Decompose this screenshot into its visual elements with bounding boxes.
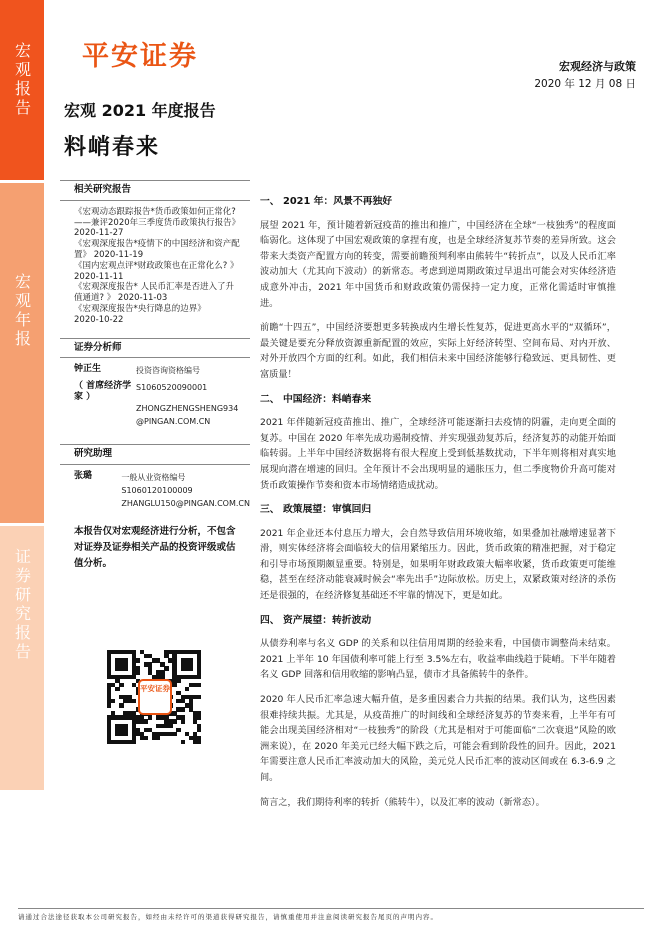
qr-module bbox=[107, 650, 111, 654]
qr-module bbox=[189, 736, 193, 740]
analyst-card bbox=[60, 364, 250, 377]
footer-notice: 请通过合法途径获取本公司研究报告，如经由未经许可的渠道获得研究报告，请慎重使用并注意阅读研究报告尾页的声明内容。 bbox=[18, 913, 438, 921]
qr-module bbox=[176, 650, 180, 654]
section-2-title: 二、 中国经济：料峭春来 bbox=[260, 393, 372, 405]
qr-module bbox=[132, 683, 136, 687]
qr-module bbox=[181, 719, 185, 723]
qr-module bbox=[127, 740, 131, 744]
qr-module bbox=[132, 658, 136, 662]
qr-module bbox=[123, 675, 127, 679]
qr-module bbox=[181, 715, 185, 719]
qr-module bbox=[127, 711, 131, 715]
disclaimer: 本报告仅对宏观经济进行分析，不包含对证券及证券相关产品的投资评级或估值分析。 bbox=[74, 526, 236, 570]
qr-module bbox=[176, 728, 180, 732]
related-line[interactable]: 《宏观深度报告* 人民币汇率是否进入了升 bbox=[74, 282, 234, 293]
qr-module bbox=[107, 699, 111, 703]
qr-module bbox=[172, 666, 176, 670]
qr-module bbox=[115, 679, 119, 683]
analyst-info bbox=[136, 364, 250, 377]
qr-module bbox=[119, 666, 123, 670]
qr-module bbox=[160, 724, 164, 728]
qr-module bbox=[189, 695, 193, 699]
banner-bottom-text: 证券研究报告 bbox=[12, 548, 32, 662]
qr-module bbox=[132, 724, 136, 728]
qr-module bbox=[119, 715, 123, 719]
qr-module bbox=[132, 699, 136, 703]
qr-module bbox=[123, 699, 127, 703]
qr-module bbox=[132, 715, 136, 719]
qr-module bbox=[119, 732, 123, 736]
report-title: 料峭春来 bbox=[64, 135, 161, 160]
qr-module bbox=[107, 719, 111, 723]
qr-module bbox=[193, 650, 197, 654]
qr-module bbox=[123, 711, 127, 715]
column-label: 宏观经济与政策 bbox=[559, 60, 636, 73]
qr-module bbox=[123, 650, 127, 654]
qr-module bbox=[123, 740, 127, 744]
qr-module bbox=[136, 658, 140, 662]
qr-module bbox=[107, 670, 111, 674]
qr-module bbox=[123, 715, 127, 719]
qr-module bbox=[156, 670, 160, 674]
qr-module bbox=[185, 703, 189, 707]
qr-module bbox=[189, 675, 193, 679]
qr-module bbox=[115, 732, 119, 736]
qr-module bbox=[172, 711, 176, 715]
related-line: 2020-11-27 bbox=[74, 228, 124, 239]
qr-module bbox=[164, 732, 168, 736]
qr-module bbox=[168, 658, 172, 662]
assistant-email[interactable]: ZHANGLU150@PINGAN.COM.CN bbox=[121, 499, 250, 509]
report-date: 2020 年 12 月 08 日 bbox=[534, 78, 636, 90]
main-content bbox=[260, 194, 616, 819]
qr-module bbox=[127, 695, 131, 699]
assistant-license-number: S1060120100009 bbox=[121, 486, 193, 496]
qr-module bbox=[107, 695, 111, 699]
qr-module bbox=[156, 732, 160, 736]
analyst-email-domain[interactable]: @PINGAN.COM.CN bbox=[136, 417, 211, 427]
qr-module bbox=[185, 687, 189, 691]
qr-module bbox=[107, 724, 111, 728]
qr-module bbox=[172, 654, 176, 658]
qr-module bbox=[136, 715, 140, 719]
qr-module bbox=[144, 662, 148, 666]
qr-module bbox=[164, 715, 168, 719]
qr-module bbox=[172, 670, 176, 674]
qr-module bbox=[181, 699, 185, 703]
qr-module bbox=[176, 715, 180, 719]
qr-module bbox=[164, 724, 168, 728]
qr-module bbox=[172, 650, 176, 654]
qr-module bbox=[176, 691, 180, 695]
qr-module bbox=[136, 666, 140, 670]
qr-module bbox=[107, 687, 111, 691]
qr-module bbox=[160, 732, 164, 736]
qr-module bbox=[107, 683, 111, 687]
section-3-para-1: 2021 年企业还本付息压力增大，会自然导致信用环境收缩，如果叠加社融增速显著下滑，则实体经济将会面临较大的信用紧缩压力。因此，货币政策的精准把握，对于稳定和引导市场预期颇显重要。特别是，如果明年财政政策大幅率收紧，货币政策更可能维稳，甚至在经济动能衰减时候会“率先出手”边际放松。历史上，双紧政策对经济的杀伤还是很强的，在经济修复基础还不牢靠的情况下，更是如此。 bbox=[260, 527, 616, 602]
qr-module bbox=[164, 650, 168, 654]
qr-module bbox=[197, 662, 201, 666]
qr-module bbox=[193, 683, 197, 687]
qr-module bbox=[119, 675, 123, 679]
qr-module bbox=[132, 650, 136, 654]
qr-module bbox=[197, 650, 201, 654]
qr-module bbox=[160, 715, 164, 719]
assistant-info bbox=[121, 471, 250, 510]
qr-module bbox=[197, 675, 201, 679]
qr-module bbox=[168, 732, 172, 736]
qr-module bbox=[119, 658, 123, 662]
related-line[interactable]: ——兼评2020年三季度货币政策执行报告》 bbox=[74, 217, 241, 228]
related-line: 2020-10-22 bbox=[74, 314, 124, 325]
qr-module bbox=[181, 658, 185, 662]
qr-module bbox=[132, 675, 136, 679]
qr-module bbox=[176, 699, 180, 703]
section-1-title: 一、 2021 年：风景不再独好 bbox=[260, 196, 393, 207]
qr-module bbox=[185, 666, 189, 670]
qr-module bbox=[197, 711, 201, 715]
qr-module bbox=[197, 658, 201, 662]
qr-module bbox=[164, 719, 168, 723]
qr-module bbox=[176, 707, 180, 711]
qr-module bbox=[136, 728, 140, 732]
qr-module bbox=[132, 728, 136, 732]
analyst-license-label: 投资咨询资格编号 bbox=[136, 366, 200, 376]
qr-module bbox=[148, 662, 152, 666]
qr-module bbox=[176, 679, 180, 683]
qr-code[interactable] bbox=[107, 650, 201, 744]
qr-module bbox=[136, 670, 140, 674]
qr-module bbox=[119, 724, 123, 728]
qr-module bbox=[140, 715, 144, 719]
qr-module bbox=[197, 728, 201, 732]
qr-module bbox=[115, 740, 119, 744]
qr-module bbox=[140, 719, 144, 723]
related-line[interactable]: 《宏观深度报告*央行降息的边界》 bbox=[74, 303, 206, 314]
section-2-para-1: 2021 年伴随新冠疫苗推出、推广，全球经济可能逐渐扫去疫情的阴霾，走向更全面的复苏。中国在 2020 年率先成功遏制疫情、并实现强劲复苏后，经济复苏的动能开始面临转弱。上半年中国经济数据将有很大程度上受到低基数扰动，下半年则将相对真实地展现向潜在增速的回归。全年预计不会出现明显的通胀压力，但二季度物价升高可能对货币政策操作节奏和资本市场情绪造成扰动。 bbox=[260, 417, 616, 491]
qr-module bbox=[156, 658, 160, 662]
qr-module bbox=[193, 736, 197, 740]
qr-module bbox=[197, 666, 201, 670]
qr-module bbox=[144, 736, 148, 740]
analyst-card-row2 bbox=[60, 381, 250, 428]
section-4-para-3: 简言之，我们期待利率的转折（熊转牛），以及汇率的波动（新常态）。 bbox=[260, 796, 545, 808]
qr-module bbox=[111, 715, 115, 719]
qr-module bbox=[132, 719, 136, 723]
qr-module bbox=[127, 699, 131, 703]
qr-module bbox=[132, 732, 136, 736]
qr-module bbox=[189, 699, 193, 703]
qr-module bbox=[185, 650, 189, 654]
qr-module bbox=[107, 732, 111, 736]
banner-top-text: 宏观报告 bbox=[12, 42, 32, 118]
qr-module bbox=[115, 666, 119, 670]
qr-module bbox=[127, 715, 131, 719]
qr-module bbox=[168, 719, 172, 723]
qr-module bbox=[132, 666, 136, 670]
related-line[interactable]: 《国内宏观点评*财政政策也在正常化么? 》 bbox=[74, 260, 239, 271]
qr-module bbox=[119, 728, 123, 732]
qr-module bbox=[111, 675, 115, 679]
qr-module bbox=[172, 675, 176, 679]
qr-module bbox=[115, 650, 119, 654]
qr-module bbox=[132, 740, 136, 744]
qr-module bbox=[152, 732, 156, 736]
assistant-license-label: 一般从业资格编号 bbox=[121, 473, 186, 483]
qr-module bbox=[144, 719, 148, 723]
section-4-title: 四、 资产展望：转折波动 bbox=[260, 614, 372, 626]
qr-module bbox=[115, 662, 119, 666]
qr-module bbox=[181, 740, 185, 744]
qr-module bbox=[148, 728, 152, 732]
qr-module bbox=[164, 666, 168, 670]
banner-macro-report bbox=[0, 0, 44, 180]
qr-module bbox=[189, 707, 193, 711]
section-4-para-2: 2020 年人民币汇率急速大幅升值，是多重因素合力共振的结果。我们认为，这些因素很难持续共振。尤其是，从疫苗推广的时间线和全球经济复苏的节奏来看，上半年有可能会出现美国经济相对“一枝独秀”的阶段（尤其是相对于可能面临“二次衰退”风险的欧洲来说），在 2020 年美元已经大幅下跌之后，可能会看到阶段性的回升。因此，2021 年需要注意人民币汇率波动加大的风险，美元兑人民币汇率的波动区间或在 6.3-6.9 之间。 bbox=[260, 694, 616, 783]
qr-module bbox=[181, 695, 185, 699]
logo-text: 平安证券 bbox=[82, 41, 198, 72]
qr-module bbox=[156, 736, 160, 740]
qr-module bbox=[197, 654, 201, 658]
qr-module bbox=[123, 732, 127, 736]
qr-module bbox=[172, 679, 176, 683]
qr-module bbox=[136, 719, 140, 723]
qr-module bbox=[172, 719, 176, 723]
qr-center-logo bbox=[138, 679, 172, 715]
qr-module bbox=[152, 658, 156, 662]
qr-logo-text: 平安证券 bbox=[140, 684, 170, 693]
qr-module bbox=[119, 662, 123, 666]
qr-module bbox=[107, 740, 111, 744]
qr-module bbox=[127, 650, 131, 654]
qr-module bbox=[107, 666, 111, 670]
assistant-name: 张璐 bbox=[74, 471, 93, 482]
qr-module bbox=[119, 703, 123, 707]
qr-module bbox=[181, 650, 185, 654]
qr-module bbox=[111, 650, 115, 654]
qr-module bbox=[189, 666, 193, 670]
qr-module bbox=[193, 719, 197, 723]
qr-module bbox=[193, 675, 197, 679]
qr-module bbox=[148, 654, 152, 658]
qr-module bbox=[197, 695, 201, 699]
qr-module bbox=[193, 695, 197, 699]
qr-module bbox=[181, 675, 185, 679]
qr-module bbox=[189, 650, 193, 654]
related-line[interactable]: 值通道? 》 2020-11-03 bbox=[74, 293, 168, 304]
qr-module bbox=[123, 658, 127, 662]
qr-module bbox=[115, 658, 119, 662]
qr-module bbox=[189, 683, 193, 687]
qr-module bbox=[193, 715, 197, 719]
qr-module bbox=[185, 675, 189, 679]
qr-module bbox=[197, 715, 201, 719]
qr-module bbox=[140, 732, 144, 736]
qr-module bbox=[156, 724, 160, 728]
qr-module bbox=[172, 683, 176, 687]
analyst-license-number: S1060520090001 bbox=[136, 383, 208, 393]
banner-middle-text: 宏观年报 bbox=[12, 273, 32, 349]
banner-securities-research bbox=[0, 526, 44, 790]
section-1-para-1: 展望 2021 年，预计随着新冠疫苗的推出和推广，中国经济在全球“一枝独秀”的程度面临弱化。这体现了中国宏观政策的拿捏有度，也是全球经济复苏节奏的差异所致。这会带来大类资产配置方向的转变，需要前瞻预判利率由熊转牛“转折点”，以及人民币汇率波动加大（尤其向下波动）的新常态。考虑到逆周期政策过早退出可能会对实体经济造成意外冲击，2021 年中国货币和财政政策仍需保持一定力度，正常化需适时审慎推进。 bbox=[260, 219, 616, 309]
qr-module bbox=[119, 650, 123, 654]
qr-module bbox=[144, 728, 148, 732]
qr-module bbox=[148, 666, 152, 670]
qr-module bbox=[185, 658, 189, 662]
qr-module bbox=[107, 654, 111, 658]
qr-module bbox=[107, 715, 111, 719]
qr-module bbox=[123, 724, 127, 728]
qr-module bbox=[119, 683, 123, 687]
qr-module bbox=[132, 670, 136, 674]
qr-module bbox=[164, 654, 168, 658]
qr-module bbox=[152, 736, 156, 740]
qr-module bbox=[197, 683, 201, 687]
related-reports-heading: 相关研究报告 bbox=[60, 180, 250, 201]
qr-module bbox=[160, 662, 164, 666]
qr-module bbox=[115, 728, 119, 732]
qr-module bbox=[185, 732, 189, 736]
qr-module bbox=[148, 715, 152, 719]
qr-module bbox=[181, 662, 185, 666]
analyst-email[interactable]: ZHONGZHENGSHENG934 bbox=[136, 404, 239, 414]
qr-module bbox=[107, 703, 111, 707]
qr-module bbox=[140, 736, 144, 740]
qr-module bbox=[156, 715, 160, 719]
qr-module bbox=[107, 691, 111, 695]
qr-module bbox=[197, 670, 201, 674]
section-3-title: 三、 政策展望：审慎回归 bbox=[260, 504, 372, 516]
qr-module bbox=[168, 650, 172, 654]
qr-module bbox=[111, 740, 115, 744]
qr-module bbox=[185, 662, 189, 666]
qr-module bbox=[132, 654, 136, 658]
analyst-info-2 bbox=[136, 381, 250, 428]
sidebar bbox=[60, 180, 250, 572]
qr-module bbox=[193, 711, 197, 715]
qr-module bbox=[123, 695, 127, 699]
qr-module bbox=[119, 695, 123, 699]
qr-module bbox=[176, 675, 180, 679]
qr-module bbox=[127, 675, 131, 679]
banner-annual-report bbox=[0, 183, 44, 523]
related-line[interactable]: 《宏观深度报告*疫情下的中国经济和资产配 bbox=[74, 239, 240, 250]
report-type: 宏观 2021 年度报告 bbox=[64, 101, 216, 120]
qr-module bbox=[144, 654, 148, 658]
qr-module bbox=[123, 662, 127, 666]
qr-module bbox=[123, 666, 127, 670]
assistant-heading: 研究助理 bbox=[60, 444, 250, 465]
related-reports-list bbox=[60, 207, 250, 326]
qr-module bbox=[168, 724, 172, 728]
qr-module bbox=[185, 695, 189, 699]
qr-module bbox=[119, 740, 123, 744]
qr-module bbox=[197, 740, 201, 744]
qr-module bbox=[107, 736, 111, 740]
qr-module bbox=[197, 736, 201, 740]
section-1-para-2: 前瞻“十四五”，中国经济要想更多转换成内生增长性复苏，促进更高水平的“双循环”，最关键是要充分释放资源重新配置的效应，实际上好经济转型、空间布局、对内开放、对外开放四个方面的红利。如此，我们相信未来中国经济能够行稳致远、更具韧性、更富质量！ bbox=[260, 322, 616, 380]
qr-module bbox=[193, 740, 197, 744]
related-line: 2020-11-11 bbox=[74, 271, 124, 282]
section-4-para-1: 从债券利率与名义 GDP 的关系和以往信用周期的经验来看，中国债市调整尚未结束。2021 上半年 10 年国债利率可能上行至 3.5%左右，收益率曲线趋于陡峭。下半年随着名义 GDP 回落和信用收缩的影响凸显，债市才具备熊转牛的条件。 bbox=[260, 638, 616, 681]
qr-module bbox=[189, 703, 193, 707]
footer-divider bbox=[18, 908, 644, 909]
qr-module bbox=[132, 736, 136, 740]
qr-module bbox=[160, 670, 164, 674]
qr-module bbox=[123, 728, 127, 732]
pingan-logo bbox=[82, 34, 232, 74]
qr-module bbox=[111, 683, 115, 687]
qr-module bbox=[107, 662, 111, 666]
related-line[interactable]: 《宏观动态跟踪报告*货币政策如何正常化? bbox=[74, 206, 236, 217]
related-line[interactable]: 置》 2020-11-19 bbox=[74, 249, 144, 260]
qr-module bbox=[115, 675, 119, 679]
qr-module bbox=[181, 666, 185, 670]
analyst-heading: 证券分析师 bbox=[60, 338, 250, 359]
qr-module bbox=[115, 724, 119, 728]
analyst-name: 钟正生 bbox=[74, 364, 102, 375]
assistant-card bbox=[60, 471, 250, 510]
qr-module bbox=[172, 662, 176, 666]
analyst-title: （ 首席经济学家 ） bbox=[74, 381, 132, 403]
qr-module bbox=[172, 732, 176, 736]
qr-module bbox=[136, 732, 140, 736]
qr-module bbox=[197, 724, 201, 728]
qr-module bbox=[107, 675, 111, 679]
qr-module bbox=[189, 658, 193, 662]
qr-module bbox=[172, 658, 176, 662]
qr-module bbox=[107, 728, 111, 732]
qr-module bbox=[193, 732, 197, 736]
qr-module bbox=[115, 715, 119, 719]
qr-module bbox=[148, 670, 152, 674]
qr-module bbox=[132, 662, 136, 666]
qr-module bbox=[111, 711, 115, 715]
qr-module bbox=[107, 658, 111, 662]
qr-module bbox=[111, 699, 115, 703]
qr-module bbox=[181, 707, 185, 711]
qr-module bbox=[132, 711, 136, 715]
qr-module bbox=[115, 687, 119, 691]
qr-module bbox=[140, 650, 144, 654]
qr-module bbox=[189, 662, 193, 666]
